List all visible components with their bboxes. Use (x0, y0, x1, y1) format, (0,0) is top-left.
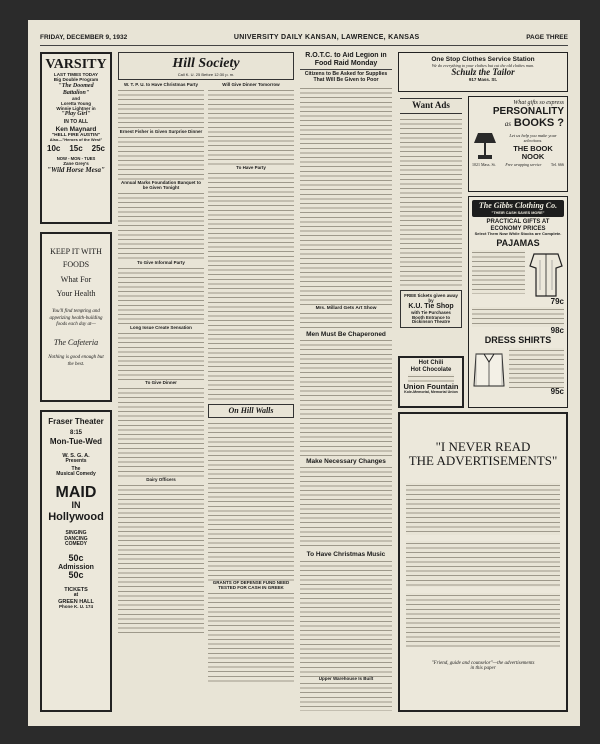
varsity-and: and (71, 95, 80, 101)
health-body: You'll find tempting and appetizing health-building foods each day at— (49, 309, 103, 328)
dress-shirt-illustration (472, 348, 506, 388)
gibbs-price1: 79c (550, 297, 564, 307)
fraser-title1: MAID (55, 483, 97, 501)
cafeteria-ad (40, 232, 112, 402)
fraser-line12: at (73, 592, 79, 599)
fraser-line14: Phone K. U. 174 (58, 603, 93, 609)
never-head1: "I NEVER READ (435, 439, 531, 454)
never-foot2: in this paper (470, 665, 496, 671)
fraser-line3: Mon-Tue-Wed (49, 437, 103, 447)
society-banner (118, 52, 294, 80)
society-head8: Will Give Dinner Tomorrow (222, 82, 280, 87)
society-column-left (118, 83, 204, 683)
booknook-phone: Tel. 666 (550, 162, 564, 168)
society-head10: On Hill Walls (228, 406, 274, 416)
varsity-actor2: Winnie Lightner in (56, 105, 96, 111)
society-section (118, 52, 294, 712)
gibbs-tag: "THEIR CASH SAVES MORE" (491, 210, 545, 215)
union-name2: Kole-Memorial, Memorial Union (404, 390, 458, 395)
schulz-subtitle: We do everything to your clothes but cut the old clothes man. (431, 63, 535, 69)
rotc-head2: Citizens to Be Asked for Supplies That Will Be Given to Poor (304, 71, 388, 84)
fraser-line6: The (71, 465, 81, 472)
rotc-head7: Upper Warehouse Is Built (318, 675, 374, 681)
health-foot: Nothing is good enough but the best. (48, 355, 104, 367)
society-head11: GRANTS OF DEFENSE FUND NEED TESTED FOR CASH IN GREEK (212, 579, 290, 590)
booknook-top: What gifts so express (513, 100, 564, 106)
never-foot1: "Friend, guide and counselor"—the advertisements (431, 660, 535, 666)
health-name: The Cafeteria (53, 337, 99, 347)
want-ads-title: Want Ads (400, 98, 462, 114)
fraser-line5: Presents (65, 458, 87, 465)
schulz-title: One Stop Clothes Service Station (431, 56, 535, 63)
gibbs-price3: 95c (550, 386, 564, 396)
rotc-head5: Make Necessary Changes (306, 458, 386, 466)
gibbs-item2: DRESS SHIRTS (484, 335, 552, 346)
union-line1: Hot Chili (418, 360, 444, 366)
booknook-name: THE BOOK NOOK (513, 143, 553, 161)
fraser-price1-label: Admission (58, 563, 94, 571)
booknook-hint: Free wrapping service (505, 162, 542, 168)
society-column-right (208, 83, 294, 683)
gibbs-name: The Gibbs Clothing Co. (478, 201, 558, 210)
booknook-big1: PERSONALITY (492, 106, 564, 117)
varsity-title: VARSITY (45, 57, 107, 72)
rotc-head6: To Have Christmas Music (306, 551, 386, 559)
varsity-prices (47, 145, 105, 154)
never-head2: THE ADVERTISEMENTS" (408, 453, 558, 469)
varsity-actor3: Ken Maynard (55, 125, 97, 133)
pajama-illustration (528, 250, 564, 298)
never-read-ad (398, 412, 568, 712)
varsity-feature: "The Doomed Battalion" (58, 83, 94, 97)
rotc-head4: Men Must Be Chaperoned (306, 331, 386, 339)
varsity-feature4: "Wild Horse Mesa" (47, 165, 105, 174)
schulz-name: Schulz the Tailor (451, 67, 515, 78)
rotc-column (300, 52, 392, 712)
varsity-line2: Big Double Program (53, 77, 99, 83)
fraser-line1: Fraser Theater (48, 417, 104, 426)
booknook-big3: BOOKS (513, 117, 555, 129)
fraser-line8: SINGING (65, 530, 87, 537)
health-line1: KEEP IT WITH (50, 247, 102, 256)
varsity-price-mid: 15c (69, 144, 83, 154)
want-ads-box (398, 96, 464, 352)
booknook-big2: as (504, 120, 511, 128)
society-head1: W. T. P. U. to Have Christmas Party (124, 82, 198, 87)
varsity-price-left: 10c (47, 144, 61, 154)
header-masthead: UNIVERSITY DAILY KANSAN, LAWRENCE, KANSAS (233, 34, 420, 41)
header-page: PAGE THREE (526, 34, 568, 41)
varsity-feature3: "HELL FIRE AUSTIN" (51, 132, 101, 138)
book-nook-ad (468, 96, 568, 192)
schulz-addr: 917 Mass. St. (468, 77, 498, 83)
header-date: FRIDAY, DECEMBER 9, 1932 (40, 34, 128, 41)
society-subtitle: Call K. U. 25 Before 12:30 p. m. (177, 71, 235, 77)
varsity-line4: NOW - MON - TUES (56, 156, 96, 162)
fraser-line9: DANCING (64, 535, 88, 542)
health-line2: FOODS (62, 259, 90, 269)
varsity-line3: Also—"Heroes of the West" (49, 136, 103, 142)
want-ads-ticket3: with Tie Purchases (411, 309, 451, 315)
lamp-icon (472, 131, 498, 161)
fraser-line13: GREEN HALL (58, 598, 94, 605)
fraser-line2: 8:15 (69, 429, 82, 436)
fraser-line4: W. S. G. A. (62, 453, 90, 460)
gibbs-item1: PAJAMAS (496, 237, 540, 248)
schulz-tailor-ad (398, 52, 568, 92)
fraser-price2: 50c (68, 570, 84, 581)
society-head5: Long Issue Create Sensation (130, 324, 192, 330)
fraser-price1: 50c (68, 552, 84, 563)
varsity-ad (40, 52, 112, 224)
society-title: Hill Society (172, 55, 240, 71)
varsity-price-right: 25c (91, 144, 105, 154)
page-header (40, 34, 568, 46)
varsity-sat: IN TO ALL (63, 119, 89, 126)
union-name1: Union Fountain (403, 382, 459, 392)
fraser-line11: TICKETS (64, 587, 88, 594)
gibbs-line2: ECONOMY PRICES (490, 225, 546, 232)
gibbs-line3: Select Them Now While Stocks are Complete. (474, 231, 562, 237)
fraser-title3: Hollywood (48, 511, 104, 524)
gibbs-line1: PRACTICAL GIFTS AT (486, 218, 550, 225)
booknook-call: Let us help you make your selections. (509, 132, 557, 143)
want-ads-ticket4: Booth Entrance to (411, 314, 451, 320)
fraser-title2: IN (71, 500, 81, 511)
varsity-feature2: "Play Girl" (61, 111, 91, 118)
tie-shop-ad (400, 290, 462, 328)
health-line4: Your Health (56, 289, 96, 299)
rotc-head1: R.O.T.C. to Aid Legion in Food Raid Monday (300, 52, 392, 70)
varsity-line5: Zane Grey's (63, 160, 89, 166)
society-head9: To Have Party (236, 164, 266, 170)
union-fountain-ad (398, 356, 464, 408)
society-head2: Ernest Fisher is Given Surprise Dinner (119, 128, 203, 134)
health-line3: What For (60, 274, 92, 284)
want-ads-ticket2: K.U. Tie Shop (408, 302, 454, 310)
newspaper-page (28, 20, 580, 726)
fraser-line7: Musical Comedy (56, 471, 96, 478)
gibbs-clothing-ad (468, 196, 568, 408)
society-head7: Dairy Officers (146, 476, 176, 482)
booknook-big4: ? (557, 117, 564, 129)
fraser-theater-ad (40, 410, 112, 712)
want-ads-ticket: FREE tickets given away by (404, 292, 458, 303)
society-head6: To Give Dinner (145, 379, 177, 385)
union-line2: Hot Chocolate (410, 366, 452, 373)
gibbs-price2: 98c (550, 326, 564, 336)
fraser-line10: COMEDY (65, 541, 87, 548)
varsity-line1: LAST TIMES TODAY (53, 72, 99, 78)
rotc-head3: Mrs. Millard Gets Art Show (315, 305, 377, 311)
want-ads-ticket5: Dickinson Theatre (411, 319, 451, 325)
society-head3: Annual Marks Foundation Banquet to be Given Tonight (121, 179, 201, 190)
society-head4: To Give Informal Party (137, 259, 185, 265)
varsity-actor: Loretta Young (60, 100, 92, 106)
booknook-addr: 1021 Mass. St. (472, 162, 496, 168)
